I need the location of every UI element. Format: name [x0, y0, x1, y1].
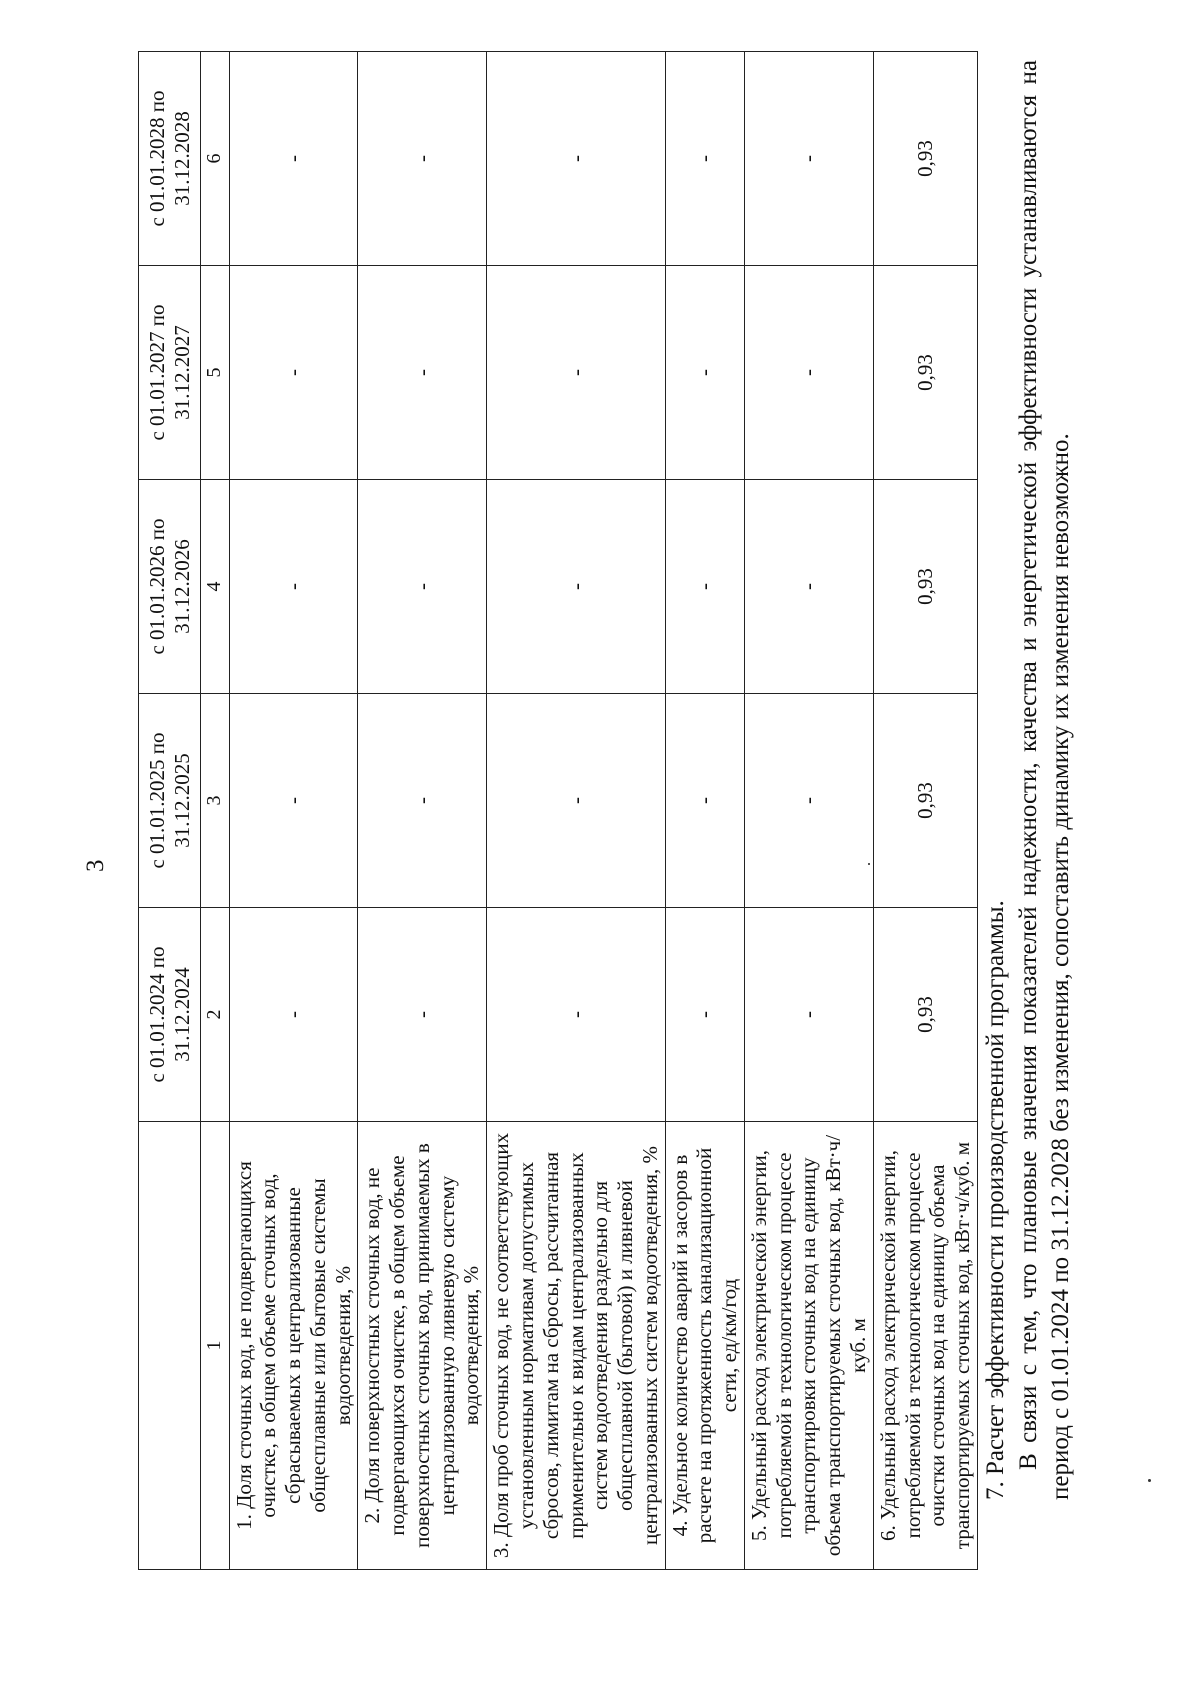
indicator-value: -: [487, 694, 665, 908]
indicator-value: -: [744, 52, 873, 266]
page-number: 3: [82, 859, 109, 872]
indicator-value: 0,93: [873, 266, 977, 480]
index-cell: 5: [201, 266, 230, 480]
indicator-value: -: [358, 266, 487, 480]
indicator-value: -: [744, 694, 873, 908]
indicator-value: -: [744, 908, 873, 1122]
table-row: [358, 52, 487, 1570]
indicator-value: 0,93: [873, 480, 977, 694]
indicator-name: 2. Доля поверхностных сточных вод, не подвергающихся очистке, в общем объеме поверхностных сточных вод, принимаемых в централизованную ливневую систему водоотведения, %: [358, 1122, 487, 1570]
indicator-value: 0,93: [873, 908, 977, 1122]
indicator-value: -: [665, 908, 744, 1122]
indicator-value: -: [487, 52, 665, 266]
scan-dot: [868, 863, 870, 865]
indicators-table: [138, 51, 978, 1570]
section-paragraph: В связи с тем, что плановые значения показателей надежности, качества и энергетической эффективности устанавливаются на период с 01.01.2024 по 31.12.2028 без изменения, сопоставить динамику их изменения невозможно.: [1015, 60, 1074, 1500]
efficiency-section: [980, 60, 1076, 1500]
indicator-name: 6. Удельный расход электрической энергии, потребляемой в технологическом процессе очистки сточных вод на единицу объема транспортируемых сточных вод, кВт·ч/куб. м: [873, 1122, 977, 1570]
index-cell: 3: [201, 694, 230, 908]
table-row: [487, 52, 665, 1570]
indicator-name: 4. Удельное количество аварий и засоров в расчете на протяженность канализационной сети, ед/км/год: [665, 1122, 744, 1570]
index-cell: 1: [201, 1122, 230, 1570]
index-cell: 2: [201, 908, 230, 1122]
indicator-value: -: [665, 694, 744, 908]
indicator-value: -: [358, 480, 487, 694]
indicator-value: -: [665, 266, 744, 480]
table-row: [744, 52, 873, 1570]
indicator-value: -: [229, 266, 358, 480]
indicator-value: -: [744, 480, 873, 694]
table-row: [229, 52, 358, 1570]
indicator-value: -: [229, 908, 358, 1122]
header-cell: с 01.01.2024 по 31.12.2024: [139, 908, 201, 1122]
indicator-value: -: [229, 694, 358, 908]
indicator-value: -: [229, 480, 358, 694]
indicator-value: -: [487, 480, 665, 694]
indicator-value: 0,93: [873, 694, 977, 908]
indicator-name: 5. Удельный расход электрической энергии, потребляемой в технологическом процессе транспортировки сточных вод на единицу объема транспортируемых сточных вод, кВт·ч/куб. м: [744, 1122, 873, 1570]
table-header-row: [139, 52, 201, 1570]
indicator-name: 1. Доля сточных вод, не подвергающихся очистке, в общем объеме сточных вод, сбрасываемых в централизованные общесплавные или бытовые системы водоотведения, %: [229, 1122, 358, 1570]
header-cell: с 01.01.2028 по 31.12.2028: [139, 52, 201, 266]
indicator-value: -: [229, 52, 358, 266]
indicator-value: -: [358, 52, 487, 266]
indicator-value: -: [665, 52, 744, 266]
indicator-value: -: [358, 694, 487, 908]
scan-dot: [1148, 1479, 1151, 1482]
header-cell: [139, 1122, 201, 1570]
table-index-row: [201, 52, 230, 1570]
header-cell: с 01.01.2027 по 31.12.2027: [139, 266, 201, 480]
indicator-value: -: [744, 266, 873, 480]
indicator-value: -: [487, 266, 665, 480]
index-cell: 4: [201, 480, 230, 694]
indicator-name: 3. Доля проб сточных вод, не соответствующих установленным нормативам допустимых сбросов, лимитам на сбросы, рассчитанная применительно к видам централизованных систем водоотведения раздельно для общесплавной (бытовой) и ливневой централизованных систем водоотведения, %: [487, 1122, 665, 1570]
indicator-value: -: [487, 908, 665, 1122]
table-row: [665, 52, 744, 1570]
indicator-value: -: [665, 480, 744, 694]
header-cell: с 01.01.2025 по 31.12.2025: [139, 694, 201, 908]
table-row: [873, 52, 977, 1570]
indicator-value: -: [358, 908, 487, 1122]
indicator-value: 0,93: [873, 52, 977, 266]
index-cell: 6: [201, 52, 230, 266]
header-cell: с 01.01.2026 по 31.12.2026: [139, 480, 201, 694]
section-heading: 7. Расчет эффективности производственной программы.: [982, 900, 1009, 1500]
